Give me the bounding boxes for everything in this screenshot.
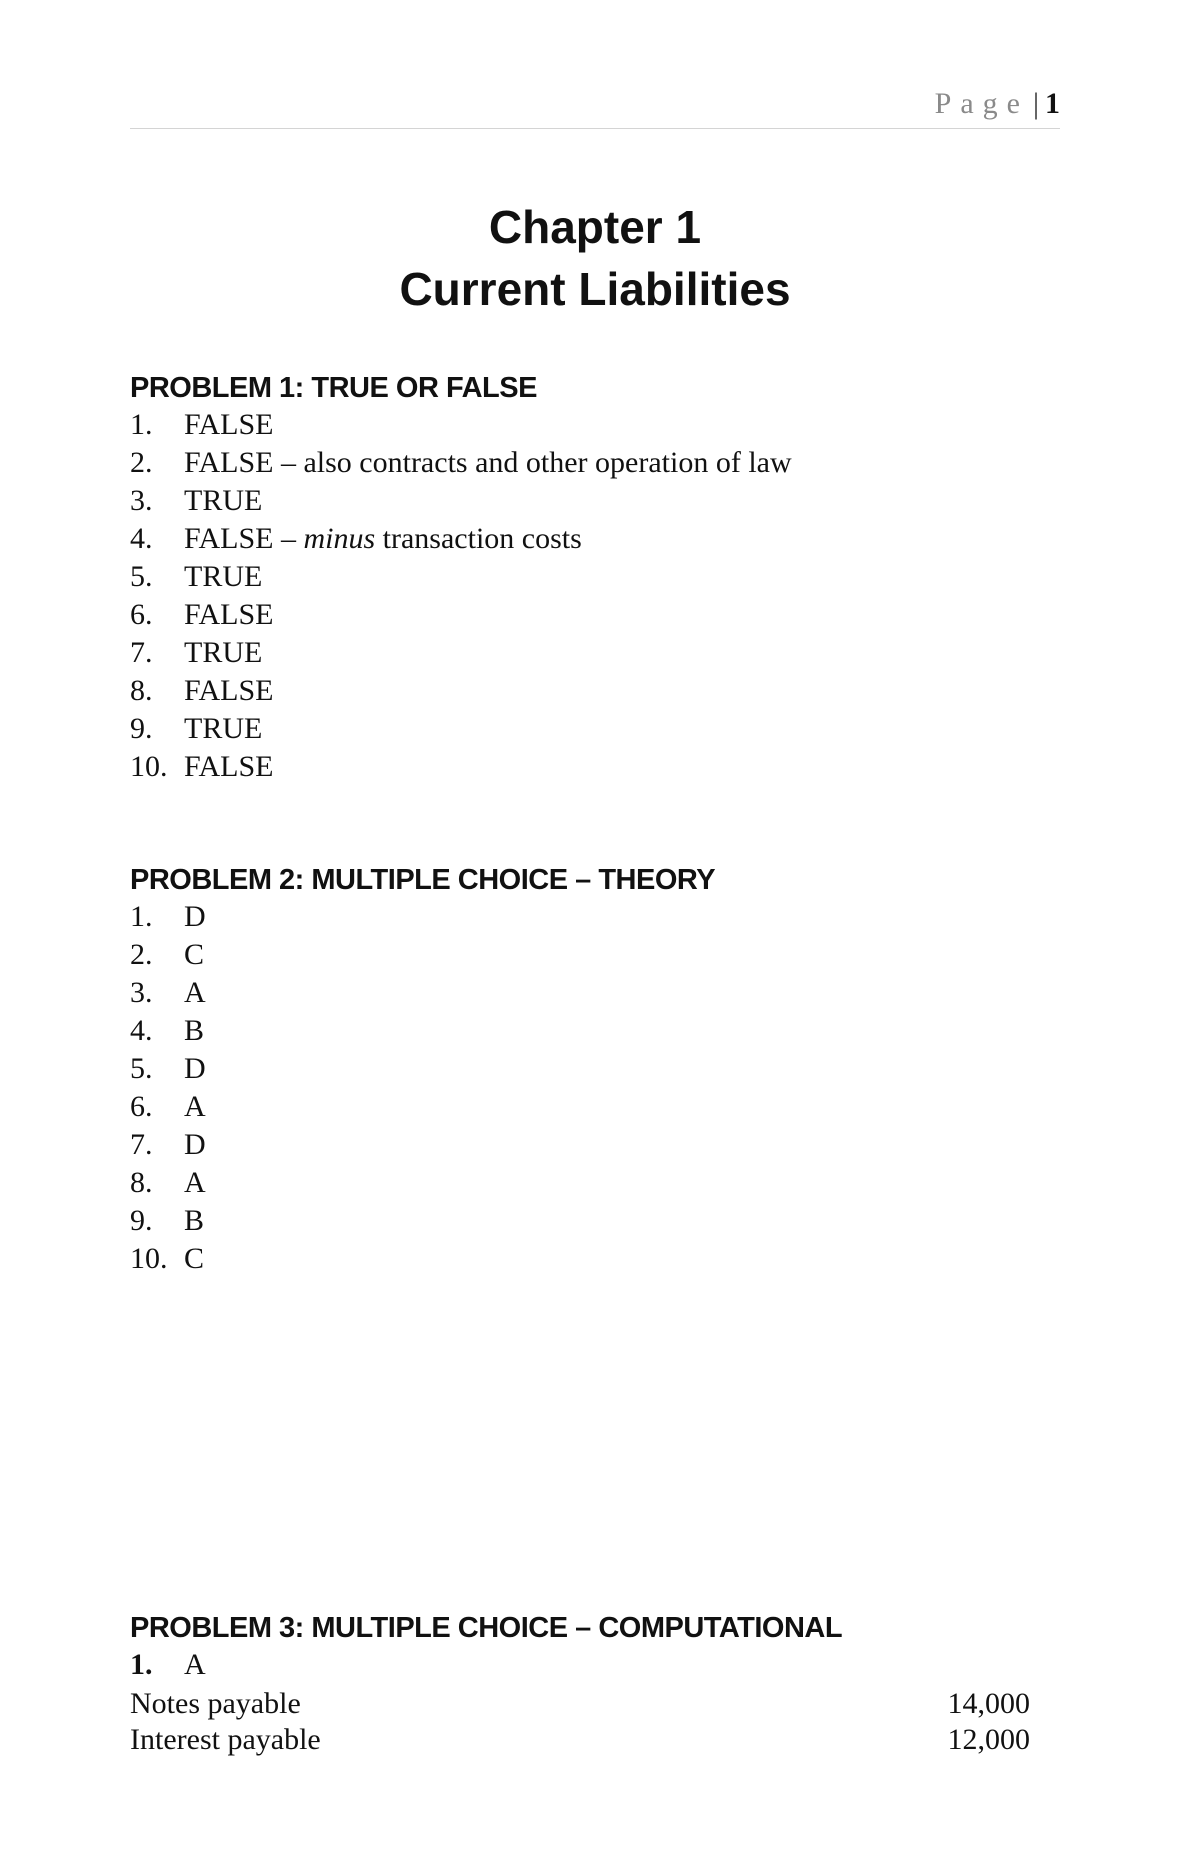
list-item [130,672,792,710]
item-number: 9. [130,1204,153,1237]
item-answer: TRUE [184,484,263,517]
item-number: 8. [130,1166,153,1199]
item-note-prefix: – [273,522,304,555]
item-answer: TRUE [184,712,263,745]
item-answer: TRUE [184,636,263,669]
item-answer: D [184,1052,206,1085]
item-answer: A [184,976,206,1009]
page-header [130,86,1060,129]
problem3-list [130,1646,206,1684]
item-number: 1. [130,408,153,441]
item-answer: D [184,1128,206,1161]
item-number: 4. [130,522,153,555]
list-item [130,406,792,444]
problem2-list [130,898,206,1278]
list-item [130,1202,206,1240]
list-item [130,596,792,634]
list-item [130,444,792,482]
list-item [130,1164,206,1202]
item-number: 8. [130,674,153,707]
list-item [130,558,792,596]
item-number: 1. [130,1648,153,1681]
item-answer: C [184,1242,205,1275]
item-answer: FALSE [184,408,274,441]
row-amount: 14,000 [947,1687,1030,1720]
item-number: 6. [130,1090,153,1123]
list-item [130,1088,206,1126]
problem1-heading: PROBLEM 1: TRUE OR FALSE [130,372,537,404]
item-answer: B [184,1204,205,1237]
item-number: 5. [130,1052,153,1085]
page-indicator [935,86,1060,122]
item-number: 9. [130,712,153,745]
item-number: 3. [130,484,153,517]
list-item [130,1240,206,1278]
item-number: 6. [130,598,153,631]
list-item [130,898,206,936]
list-item [130,748,792,786]
problem3-heading: PROBLEM 3: MULTIPLE CHOICE – COMPUTATIONAL [130,1612,843,1644]
list-item [130,1050,206,1088]
item-answer: A [184,1090,206,1123]
page-separator: | [1032,87,1039,120]
item-answer: A [184,1648,206,1681]
item-answer: C [184,938,205,971]
list-item [130,1012,206,1050]
item-number: 2. [130,446,153,479]
item-note-rest: transaction costs [375,522,582,555]
chapter-title: Chapter 1 [488,201,702,253]
chapter-subject: Current Liabilities [399,263,791,315]
list-item [130,710,792,748]
list-item [130,482,792,520]
page-number: 1 [1045,87,1060,120]
item-answer: FALSE [184,446,274,479]
list-item [130,634,792,672]
item-number: 3. [130,976,153,1009]
computation-row [130,1722,1030,1758]
item-answer: B [184,1014,205,1047]
item-answer: A [184,1166,206,1199]
item-answer: FALSE [184,750,274,783]
list-item [130,1646,206,1684]
computation-row [130,1686,1030,1722]
row-label: Interest payable [130,1723,321,1756]
list-item [130,1126,206,1164]
list-item [130,974,206,1012]
list-item [130,936,206,974]
item-number: 7. [130,636,153,669]
problem1-list [130,406,792,786]
list-item [130,520,792,558]
item-answer: FALSE [184,598,274,631]
item-answer: TRUE [184,560,263,593]
item-answer: FALSE [184,674,274,707]
item-note: – also contracts and other operation of law [273,446,792,479]
item-number: 4. [130,1014,153,1047]
chapter-title-block [130,196,1060,320]
item-answer: D [184,900,206,933]
item-number: 10. [130,1242,168,1275]
page-label: Page [934,87,1029,120]
row-amount: 12,000 [947,1723,1030,1756]
item-note-italic: minus [303,522,376,555]
item-number: 2. [130,938,153,971]
item-number: 1. [130,900,153,933]
computation-table [130,1686,1030,1758]
item-answer: FALSE [184,522,274,555]
row-label: Notes payable [130,1687,301,1720]
problem2-heading: PROBLEM 2: MULTIPLE CHOICE – THEORY [130,864,716,896]
item-number: 7. [130,1128,153,1161]
item-number: 5. [130,560,153,593]
item-number: 10. [130,750,168,783]
